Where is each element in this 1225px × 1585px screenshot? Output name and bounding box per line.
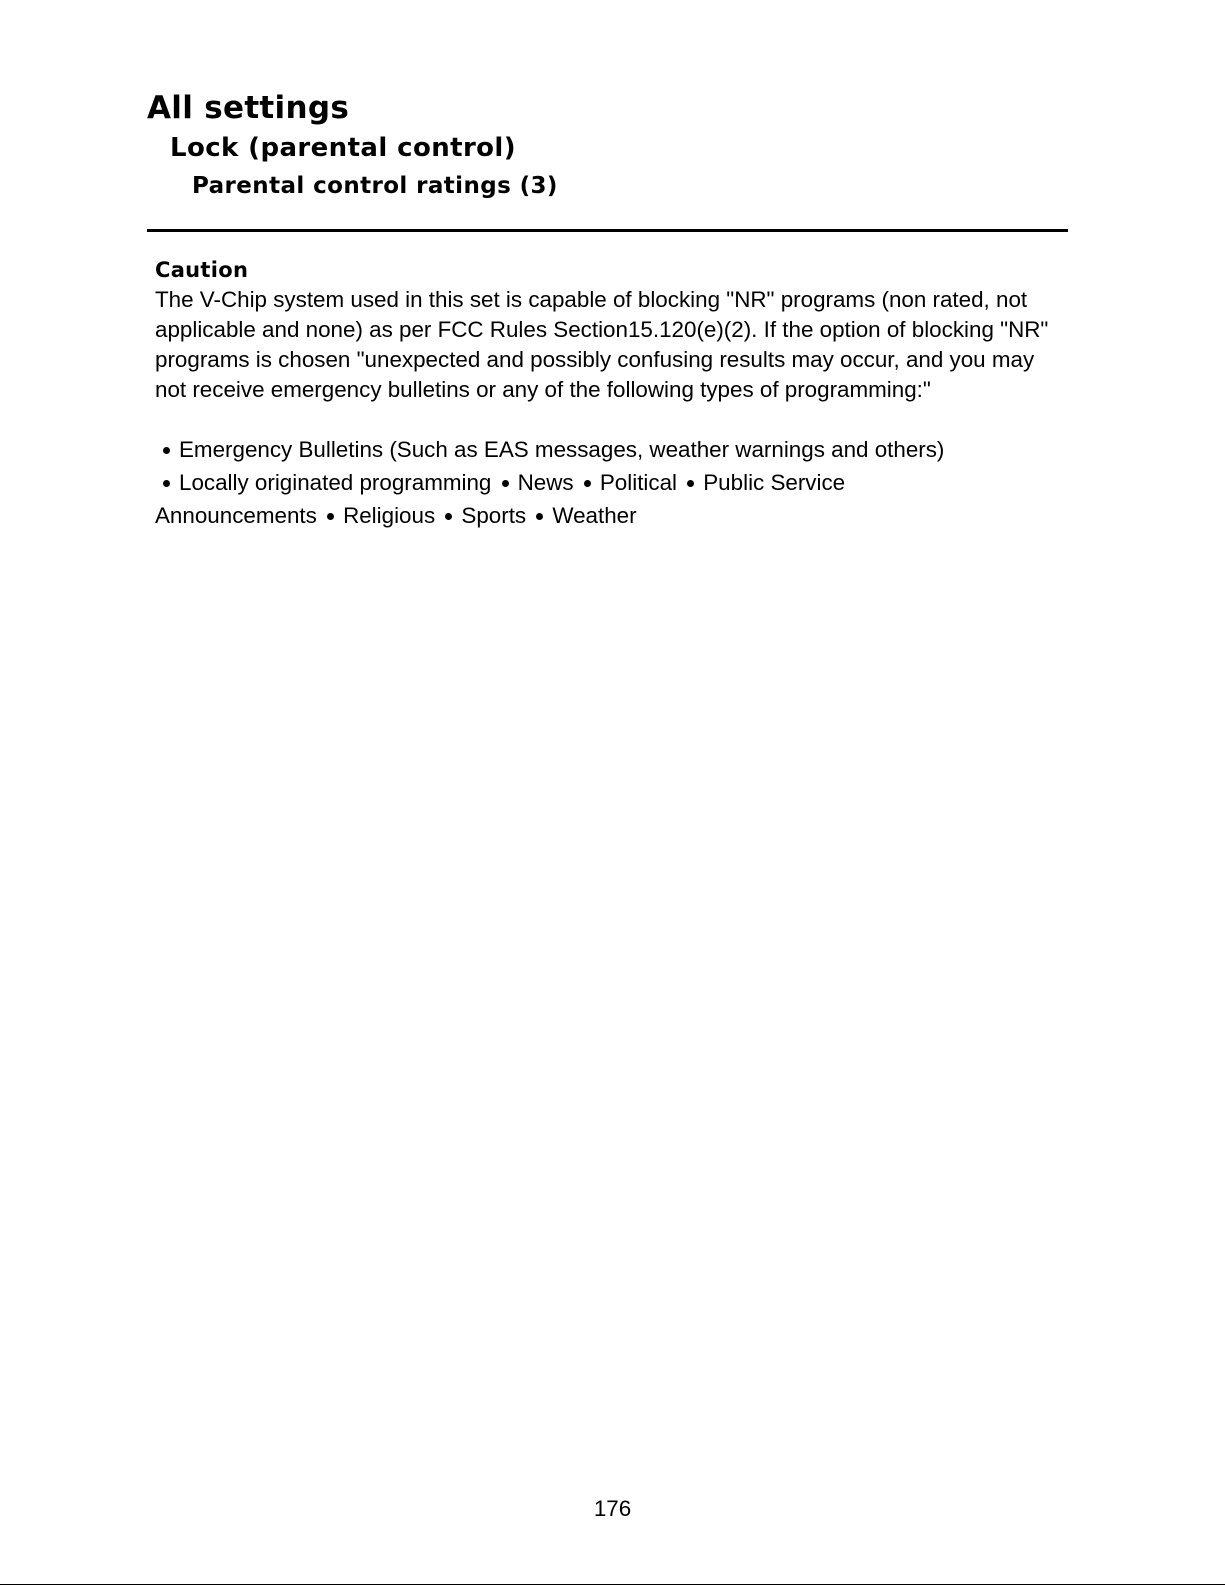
bullet-icon bbox=[163, 480, 170, 487]
page-title-parental-control-ratings: Parental control ratings (3) bbox=[192, 173, 558, 199]
list-item-news: News bbox=[517, 470, 574, 495]
list-item-announcements: Announcements bbox=[155, 503, 317, 528]
list-line-2 bbox=[155, 466, 1055, 499]
bullet-icon bbox=[584, 480, 591, 487]
list-item-weather: Weather bbox=[552, 503, 637, 528]
list-item-sports: Sports bbox=[461, 503, 527, 528]
list-line-3 bbox=[155, 499, 1055, 532]
bullet-icon bbox=[687, 480, 694, 487]
list-item-religious: Religious bbox=[343, 503, 436, 528]
list-item-emergency-bulletins: Emergency Bulletins (Such as EAS messages, weather warnings and others) bbox=[179, 437, 945, 462]
list-item-political: Political bbox=[599, 470, 678, 495]
list-item-public-service: Public Service bbox=[703, 470, 846, 495]
caution-title: Caution bbox=[155, 258, 249, 282]
page-number: 176 bbox=[593, 1496, 632, 1521]
bullet-icon bbox=[327, 513, 334, 520]
bullet-icon bbox=[445, 513, 452, 520]
bullet-icon bbox=[163, 447, 170, 454]
heading-divider bbox=[147, 229, 1068, 232]
programming-types-list bbox=[155, 433, 1055, 532]
list-item-locally-originated: Locally originated programming bbox=[179, 470, 492, 495]
section-heading-all-settings: All settings bbox=[147, 90, 350, 126]
caution-body-text: The V-Chip system used in this set is capable of blocking "NR" programs (non rated, not applicable and none) as per FCC Rules Section15.120(e)(2). If the option of blocking "NR" programs is chosen "unexpected and possibly confusing results may occur, and you may not receive emergency bulletins or any of the following types of programming:" bbox=[155, 287, 1049, 402]
bullet-icon bbox=[536, 513, 543, 520]
list-line-1 bbox=[155, 433, 1055, 466]
bullet-icon bbox=[502, 480, 509, 487]
subsection-heading-lock: Lock (parental control) bbox=[170, 133, 517, 163]
